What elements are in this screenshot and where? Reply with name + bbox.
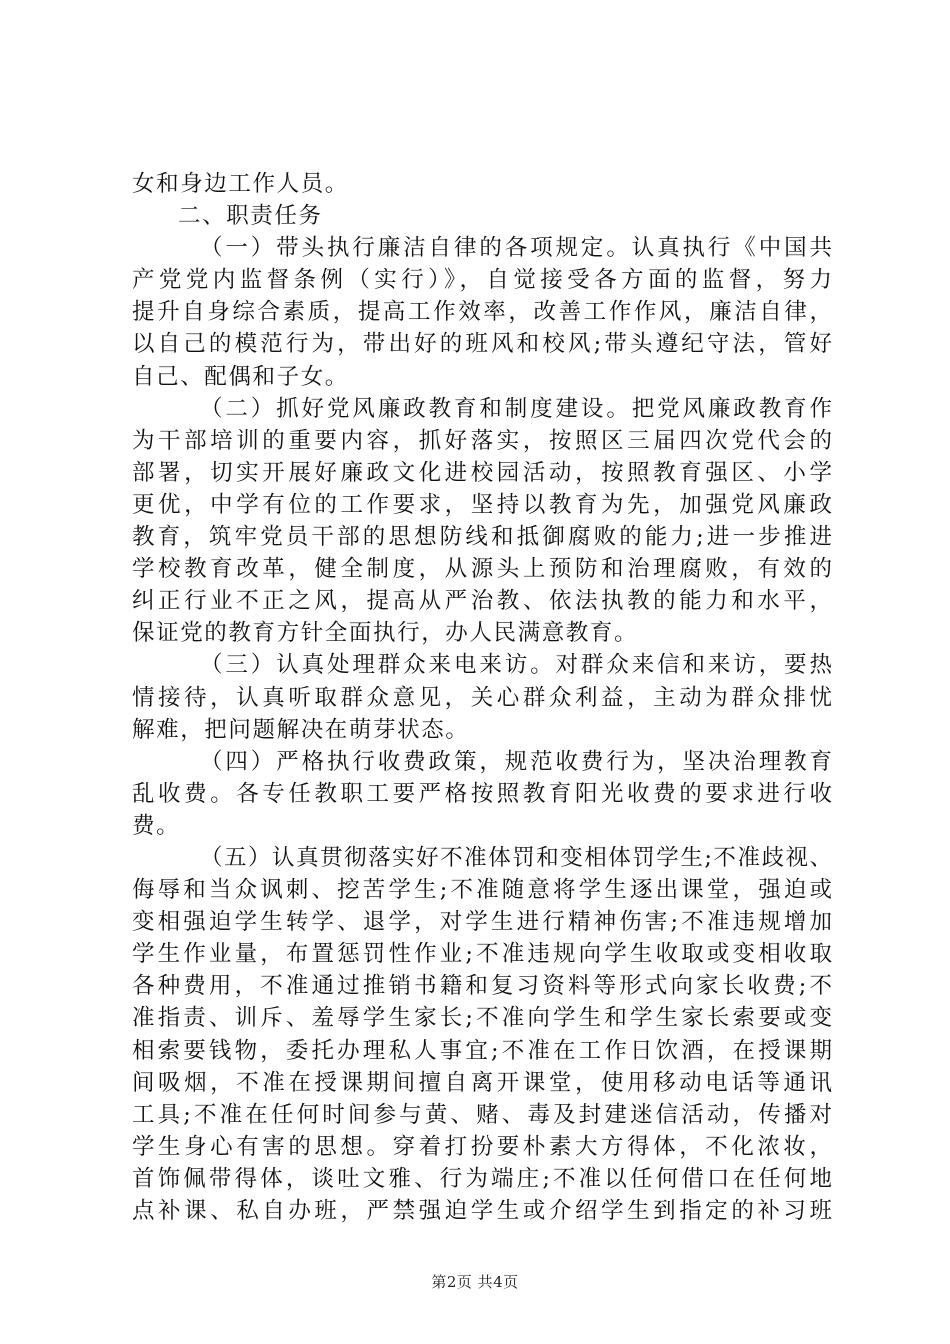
document-line: 以自己的模范行为，带出好的班风和校风;带头遵纪守法，管好 — [132, 331, 832, 358]
document-line: 为干部培训的重要内容，抓好落实，按照区三届四次党代会的 — [132, 427, 832, 454]
document-line: 学生身心有害的思想。穿着打扮要朴素大方得体，不化浓妆， — [132, 1133, 832, 1160]
document-line: 学校教育改革，健全制度，从源头上预防和治理腐败，有效的 — [132, 556, 832, 583]
document-line: （三）认真处理群众来电来访。对群众来信和来访，要热 — [200, 652, 832, 679]
document-line: 乱收费。各专任教职工要严格按照教育阳光收费的要求进行收 — [132, 780, 832, 807]
document-line: 自己、配偶和子女。 — [132, 363, 349, 390]
document-line: 教育，筑牢党员干部的思想防线和抵御腐败的能力;进一步推进 — [132, 524, 832, 551]
document-line: 工具;不准在任何时间参与黄、赌、毒及封建迷信活动，传播对 — [132, 1101, 832, 1128]
document-line: 情接待，认真听取群众意见，关心群众利益，主动为群众排忧 — [132, 684, 832, 711]
document-line: 部署，切实开展好廉政文化进校园活动，按照教育强区、小学 — [132, 459, 832, 486]
document-line: 更优，中学有位的工作要求，坚持以教育为先，加强党风廉政 — [132, 491, 832, 518]
document-line: 间吸烟，不准在授课期间擅自离开课堂，使用移动电话等通讯 — [132, 1069, 832, 1096]
document-line: 费。 — [132, 812, 181, 839]
document-line: 变相强迫学生转学、退学，对学生进行精神伤害;不准违规增加 — [132, 909, 832, 936]
document-line: 产党党内监督条例（实行）》，自觉接受各方面的监督，努力 — [132, 267, 832, 294]
document-body — [132, 168, 832, 1227]
document-line: （四）严格执行收费政策，规范收费行为，坚决治理教育 — [200, 748, 832, 775]
document-line: 学生作业量，布置惩罚性作业;不准违规向学生收取或变相收取 — [132, 941, 832, 968]
document-line: 首饰佩带得体，谈吐文雅、行为端庄;不准以任何借口在任何地 — [132, 1165, 832, 1192]
document-line: 女和身边工作人员。 — [132, 171, 349, 197]
document-line: 准指责、训斥、羞辱学生家长;不准向学生和学生家长索要或变 — [132, 1005, 832, 1032]
document-line: 保证党的教育方针全面执行，办人民满意教育。 — [132, 620, 639, 647]
document-line: （二）抓好党风廉政教育和制度建设。把党风廉政教育作 — [200, 395, 832, 422]
document-line: 解难，把问题解决在萌芽状态。 — [132, 716, 470, 743]
document-line: （一）带头执行廉洁自律的各项规定。认真执行《中国共 — [200, 235, 832, 262]
document-line: 提升自身综合素质，提高工作效率，改善工作作风，廉洁自律， — [132, 299, 832, 326]
document-line: 侮辱和当众讽刺、挖苦学生;不准随意将学生逐出课堂，强迫或 — [132, 877, 832, 904]
document-line: 各种费用，不准通过推销书籍和复习资料等形式向家长收费;不 — [132, 973, 832, 1000]
page-footer: 第2页 共4页 — [431, 1273, 519, 1291]
document-line: （五）认真贯彻落实好不准体罚和变相体罚学生;不准歧视、 — [200, 844, 832, 871]
document-line: 二、职责任务 — [178, 203, 323, 230]
document-line: 纠正行业不正之风，提高从严治教、依法执教的能力和水平， — [132, 588, 832, 615]
document-line: 相索要钱物，委托办理私人事宜;不准在工作日饮酒，在授课期 — [132, 1037, 832, 1064]
document-line: 点补课、私自办班，严禁强迫学生或介绍学生到指定的补习班 — [132, 1198, 832, 1224]
